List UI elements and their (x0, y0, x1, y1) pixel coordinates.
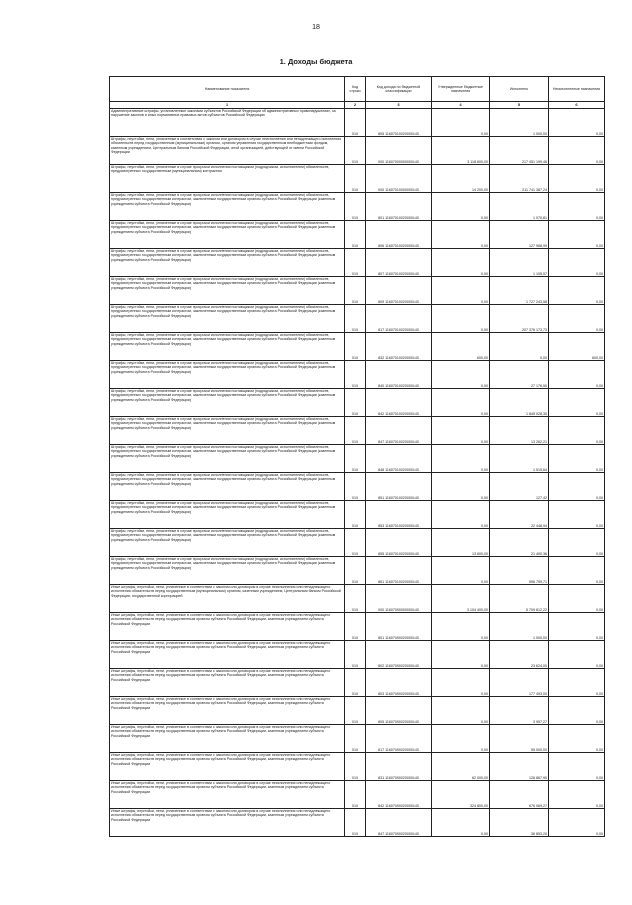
row-kbk-cell: 842 11607010020000140 (366, 389, 432, 417)
row-approved-cell: 0,00 (432, 389, 490, 417)
row-approved-cell: 0,00 (432, 669, 490, 697)
table-body (110, 109, 605, 837)
row-name-cell: Штрафы, неустойки, пени, уплаченные в случае просрочки исполнения поставщиком (подрядчиком, исполнителем) обязательств, предусмотренных государственным (муниципальным) контрактом (110, 165, 345, 193)
row-name-cell: Штрафы, неустойки, пени, уплаченные в случае просрочки исполнения поставщиком (подрядчиком, исполнителем) обязательств, предусмотренных государственным контрактом, заключенным государственным органом субъекта Российской Федерации (казенным учреждением субъекта Российской Федерации) (110, 417, 345, 445)
table-row (110, 669, 605, 697)
row-unexecuted-cell: 0,00 (549, 781, 605, 809)
row-executed-cell: 5 709 812,22 (490, 585, 549, 613)
row-approved-cell: 600,00 (432, 333, 490, 361)
row-approved-cell: 0,00 (432, 305, 490, 333)
row-name-cell: Штрафы, неустойки, пени, уплаченные в случае просрочки исполнения поставщиком (подрядчиком, исполнителем) обязательств, предусмотренных государственным контрактом, заключенным государственным органом субъекта Российской Федерации (казенным учреждением субъекта Российской Федерации) (110, 557, 345, 585)
row-kbk-cell: 832 11607010020000140 (366, 333, 432, 361)
row-unexecuted-cell: 0,00 (549, 501, 605, 529)
row-executed-cell: 55 000,00 (490, 725, 549, 753)
row-approved-cell: 0,00 (432, 809, 490, 837)
table-row (110, 809, 605, 837)
row-executed-cell: 177 493,00 (490, 669, 549, 697)
row-line-code-cell: 010 (345, 809, 366, 837)
row-unexecuted-cell: 0,00 (549, 249, 605, 277)
row-kbk-cell: 809 11607010020000140 (366, 277, 432, 305)
row-unexecuted-cell: 0,00 (549, 809, 605, 837)
page-number: 18 (312, 24, 320, 31)
row-name-cell: Штрафы, неустойки, пени, уплаченные в случае просрочки исполнения поставщиком (подрядчиком, исполнителем) обязательств, предусмотренных государственным контрактом, заключенным государственным органом субъекта Российской Федерации (казенным учреждением субъекта Российской Федерации) (110, 473, 345, 501)
column-number-row (110, 102, 605, 109)
row-name-cell: Штрафы, неустойки, пени, уплаченные в случае просрочки исполнения поставщиком (подрядчиком, исполнителем) обязательств, предусмотренных государственным контрактом, заключенным государственным органом субъекта Российской Федерации (казенным учреждением субъекта Российской Федерации) (110, 193, 345, 221)
row-executed-cell: 126 867,90 (490, 753, 549, 781)
row-approved-cell: 3 104 400,00 (432, 585, 490, 613)
row-executed-cell: 127 968,99 (490, 221, 549, 249)
page-title: 1. Доходы бюджета (279, 57, 353, 66)
row-name-cell: Штрафы, неустойки, пени, уплаченные в соответствии с законом или договором в случае неисполнения или ненадлежащего исполнения обязательств перед государственным (муниципальным) органом, органом управления государственным внебюджетным фондом, казенным учреждением, Центральным банком Российской Федерации, иной организацией, действующей от имени Российской Федерации (110, 137, 345, 165)
row-unexecuted-cell: 0,00 (549, 557, 605, 585)
row-approved-cell: 14 200,00 (432, 165, 490, 193)
row-unexecuted-cell: 0,00 (549, 137, 605, 165)
table-row (110, 557, 605, 585)
row-executed-cell: 0,00 (490, 333, 549, 361)
row-executed-cell: 676 069,27 (490, 781, 549, 809)
budget-revenue-table (109, 76, 605, 837)
row-kbk-cell: 840 11607010020000140 (366, 361, 432, 389)
row-kbk-cell: 000 11607000000000140 (366, 137, 432, 165)
row-name-cell: Штрафы, неустойки, пени, уплаченные в случае просрочки исполнения поставщиком (подрядчиком, исполнителем) обязательств, предусмотренных государственным контрактом, заключенным государственным органом субъекта Российской Федерации (казенным учреждением субъекта Российской Федерации) (110, 445, 345, 473)
row-kbk-cell: 853 11607010020000140 (366, 501, 432, 529)
row-line-code-cell: 010 (345, 697, 366, 725)
row-line-code-cell: 010 (345, 249, 366, 277)
row-executed-cell: 1 845 028,30 (490, 389, 549, 417)
row-name-cell: Иные штрафы, неустойки, пени, уплаченные в соответствии с законом или договором в случае неисполнения или ненадлежащего исполнения обязательств перед государственным органом субъекта Российской Федерации, казенным учреждением субъекта Российской Федерации (110, 697, 345, 725)
row-approved-cell: 0,00 (432, 109, 490, 137)
row-executed-cell: 1 105,07 (490, 249, 549, 277)
table-row (110, 417, 605, 445)
row-approved-cell: 3 118 600,00 (432, 137, 490, 165)
row-kbk-cell: 000 11607010000000140 (366, 165, 432, 193)
row-approved-cell: 0,00 (432, 725, 490, 753)
row-kbk-cell: 805 11607090020000140 (366, 697, 432, 725)
row-line-code-cell: 010 (345, 193, 366, 221)
row-executed-cell: 1 727 243,58 (490, 277, 549, 305)
row-line-code-cell: 010 (345, 641, 366, 669)
row-name-cell: Иные штрафы, неустойки, пени, уплаченные в соответствии с законом или договором в случае неисполнения или ненадлежащего исполнения обязательств перед государственным (муниципальным) органом, казенным учреждением, Центральным банком Российской Федерации, государственной корпорацией (110, 585, 345, 613)
row-line-code-cell: 010 (345, 725, 366, 753)
row-unexecuted-cell: 0,00 (549, 585, 605, 613)
row-unexecuted-cell: 0,00 (549, 641, 605, 669)
column-header-unexecuted: Неисполненные назначения (549, 77, 605, 102)
row-executed-cell: 1 070,81 (490, 193, 549, 221)
row-approved-cell: 0,00 (432, 221, 490, 249)
table-row (110, 725, 605, 753)
table-row (110, 389, 605, 417)
row-line-code-cell: 010 (345, 109, 366, 137)
column-number: 4 (432, 102, 490, 109)
column-number: 6 (549, 102, 605, 109)
row-unexecuted-cell: 0,00 (549, 305, 605, 333)
row-executed-cell: 1 000,00 (490, 613, 549, 641)
table-row (110, 613, 605, 641)
row-name-cell: Штрафы, неустойки, пени, уплаченные в случае просрочки исполнения поставщиком (подрядчиком, исполнителем) обязательств, предусмотренных государственным контрактом, заключенным государственным органом субъекта Российской Федерации (казенным учреждением субъекта Российской Федерации) (110, 277, 345, 305)
row-kbk-cell: 805 11607010020000140 (366, 109, 432, 137)
row-unexecuted-cell: 0,00 (549, 417, 605, 445)
row-approved-cell: 0,00 (432, 361, 490, 389)
table-row (110, 473, 605, 501)
row-name-cell: Иные штрафы, неустойки, пени, уплаченные в соответствии с законом или договором в случае неисполнения или ненадлежащего исполнения обязательств перед государственным органом субъекта Российской Федерации, казенным учреждением субъекта Российской Федерации (110, 725, 345, 753)
row-line-code-cell: 010 (345, 473, 366, 501)
row-line-code-cell: 010 (345, 277, 366, 305)
row-approved-cell: 324 800,00 (432, 781, 490, 809)
column-header-line-code: Код строки (345, 77, 366, 102)
row-executed-cell: 596 759,71 (490, 557, 549, 585)
column-header-kbk: Код дохода по бюджетной классификации (366, 77, 432, 102)
row-name-cell: Штрафы, неустойки, пени, уплаченные в случае просрочки исполнения поставщиком (подрядчиком, исполнителем) обязательств, предусмотренных государственным контрактом, заключенным государственным органом субъекта Российской Федерации (казенным учреждением субъекта Российской Федерации) (110, 333, 345, 361)
column-number: 3 (366, 102, 432, 109)
row-kbk-cell: 851 11607010020000140 (366, 473, 432, 501)
row-executed-cell: 23 624,00 (490, 641, 549, 669)
table-row (110, 501, 605, 529)
row-executed-cell: 207 376 173,73 (490, 305, 549, 333)
row-line-code-cell: 010 (345, 137, 366, 165)
column-header-name: Наименование показателя (110, 77, 345, 102)
row-line-code-cell: 010 (345, 781, 366, 809)
row-kbk-cell: 000 11607090000000140 (366, 585, 432, 613)
table-row (110, 333, 605, 361)
row-name-cell: Иные штрафы, неустойки, пени, уплаченные в соответствии с законом или договором в случае неисполнения или ненадлежащего исполнения обязательств перед государственным органом субъекта Российской Федерации, казенным учреждением субъекта Российской Федерации (110, 669, 345, 697)
row-unexecuted-cell: 0,00 (549, 109, 605, 137)
row-unexecuted-cell: 0,00 (549, 165, 605, 193)
table-row (110, 781, 605, 809)
row-unexecuted-cell: 0,00 (549, 445, 605, 473)
table-row (110, 109, 605, 137)
row-name-cell: Штрафы, неустойки, пени, уплаченные в случае просрочки исполнения поставщиком (подрядчиком, исполнителем) обязательств, предусмотренных государственным контрактом, заключенным государственным органом субъекта Российской Федерации (казенным учреждением субъекта Российской Федерации) (110, 389, 345, 417)
column-number: 5 (490, 102, 549, 109)
table-row (110, 277, 605, 305)
row-line-code-cell: 010 (345, 585, 366, 613)
row-executed-cell: 1 000,00 (490, 109, 549, 137)
row-kbk-cell: 842 11607090020000140 (366, 781, 432, 809)
row-executed-cell: 36 853,20 (490, 809, 549, 837)
row-line-code-cell: 010 (345, 613, 366, 641)
row-approved-cell: 0,00 (432, 501, 490, 529)
table-row (110, 305, 605, 333)
table-row (110, 249, 605, 277)
row-executed-cell: 211 741 387,24 (490, 165, 549, 193)
row-approved-cell: 0,00 (432, 193, 490, 221)
row-executed-cell: 217 451 199,46 (490, 137, 549, 165)
row-approved-cell: 62 000,00 (432, 753, 490, 781)
row-executed-cell: 22 448,94 (490, 501, 549, 529)
table-header-row (110, 77, 605, 102)
column-number: 1 (110, 102, 345, 109)
row-name-cell: Штрафы, неустойки, пени, уплаченные в случае просрочки исполнения поставщиком (подрядчиком, исполнителем) обязательств, предусмотренных государственным контрактом, заключенным государственным органом субъекта Российской Федерации (казенным учреждением субъекта Российской Федерации) (110, 361, 345, 389)
row-approved-cell: 0,00 (432, 473, 490, 501)
row-kbk-cell: 847 11607090020000140 (366, 809, 432, 837)
table-row (110, 137, 605, 165)
row-approved-cell: 0,00 (432, 417, 490, 445)
row-executed-cell: 27 176,50 (490, 361, 549, 389)
row-approved-cell: 0,00 (432, 445, 490, 473)
row-kbk-cell: 801 11607010020000140 (366, 193, 432, 221)
table-row (110, 361, 605, 389)
row-executed-cell: 21 400,36 (490, 529, 549, 557)
row-kbk-cell: 855 11607010020000140 (366, 529, 432, 557)
table-row (110, 641, 605, 669)
row-kbk-cell: 831 11607090020000140 (366, 753, 432, 781)
row-name-cell: Иные штрафы, неустойки, пени, уплаченные в соответствии с законом или договором в случае неисполнения или ненадлежащего исполнения обязательств перед государственным органом субъекта Российской Федерации, казенным учреждением субъекта Российской Федерации (110, 753, 345, 781)
row-line-code-cell: 010 (345, 445, 366, 473)
row-executed-cell: 1 515,64 (490, 445, 549, 473)
row-kbk-cell: 848 11607010020000140 (366, 445, 432, 473)
row-kbk-cell: 807 11607010020000140 (366, 249, 432, 277)
row-line-code-cell: 010 (345, 333, 366, 361)
row-unexecuted-cell: 600,00 (549, 333, 605, 361)
table-row (110, 697, 605, 725)
row-unexecuted-cell: 0,00 (549, 529, 605, 557)
row-unexecuted-cell: 0,00 (549, 221, 605, 249)
row-line-code-cell: 010 (345, 557, 366, 585)
table-row (110, 753, 605, 781)
row-unexecuted-cell: 0,00 (549, 613, 605, 641)
row-approved-cell: 0,00 (432, 277, 490, 305)
row-line-code-cell: 010 (345, 417, 366, 445)
row-kbk-cell: 802 11607090020000140 (366, 641, 432, 669)
row-kbk-cell: 801 11607090020000140 (366, 613, 432, 641)
table-row (110, 165, 605, 193)
row-name-cell: Штрафы, неустойки, пени, уплаченные в случае просрочки исполнения поставщиком (подрядчиком, исполнителем) обязательств, предусмотренных государственным контрактом, заключенным государственным органом субъекта Российской Федерации (казенным учреждением субъекта Российской Федерации) (110, 305, 345, 333)
row-line-code-cell: 010 (345, 753, 366, 781)
row-line-code-cell: 010 (345, 501, 366, 529)
row-name-cell: Штрафы, неустойки, пени, уплаченные в случае просрочки исполнения поставщиком (подрядчиком, исполнителем) обязательств, предусмотренных государственным контрактом, заключенным государственным органом субъекта Российской Федерации (казенным учреждением субъекта Российской Федерации) (110, 221, 345, 249)
row-unexecuted-cell: 0,00 (549, 193, 605, 221)
table-row (110, 445, 605, 473)
row-kbk-cell: 806 11607010020000140 (366, 221, 432, 249)
row-name-cell: Штрафы, неустойки, пени, уплаченные в случае просрочки исполнения поставщиком (подрядчиком, исполнителем) обязательств, предусмотренных государственным контрактом, заключенным государственным органом субъекта Российской Федерации (казенным учреждением субъекта Российской Федерации) (110, 249, 345, 277)
row-kbk-cell: 817 11607090020000140 (366, 725, 432, 753)
row-unexecuted-cell: 0,00 (549, 697, 605, 725)
row-name-cell: Иные штрафы, неустойки, пени, уплаченные в соответствии с законом или договором в случае неисполнения или ненадлежащего исполнения обязательств перед государственным органом субъекта Российской Федерации, казенным учреждением субъекта Российской Федерации (110, 809, 345, 837)
row-approved-cell: 13 600,00 (432, 529, 490, 557)
table-row (110, 221, 605, 249)
row-name-cell: Штрафы, неустойки, пени, уплаченные в случае просрочки исполнения поставщиком (подрядчиком, исполнителем) обязательств, предусмотренных государственным контрактом, заключенным государственным органом субъекта Российской Федерации (казенным учреждением субъекта Российской Федерации) (110, 501, 345, 529)
row-line-code-cell: 010 (345, 165, 366, 193)
row-approved-cell: 0,00 (432, 249, 490, 277)
row-kbk-cell: 847 11607010020000140 (366, 417, 432, 445)
row-name-cell: Иные штрафы, неустойки, пени, уплаченные в соответствии с законом или договором в случае неисполнения или ненадлежащего исполнения обязательств перед государственным органом субъекта Российской Федерации, казенным учреждением субъекта Российской Федерации (110, 781, 345, 809)
row-name-cell: Иные штрафы, неустойки, пени, уплаченные в соответствии с законом или договором в случае неисполнения или ненадлежащего исполнения обязательств перед государственным органом субъекта Российской Федерации, казенным учреждением субъекта Российской Федерации (110, 613, 345, 641)
row-approved-cell: 0,00 (432, 641, 490, 669)
row-executed-cell: 3 997,27 (490, 697, 549, 725)
table-row (110, 193, 605, 221)
row-approved-cell: 0,00 (432, 697, 490, 725)
row-approved-cell: 0,00 (432, 613, 490, 641)
table-row (110, 529, 605, 557)
column-header-approved: Утвержденные бюджетные назначения (432, 77, 490, 102)
row-kbk-cell: 861 11607010020000140 (366, 557, 432, 585)
row-unexecuted-cell: 0,00 (549, 669, 605, 697)
column-header-executed: Исполнено (490, 77, 549, 102)
row-unexecuted-cell: 0,00 (549, 725, 605, 753)
row-unexecuted-cell: 0,00 (549, 753, 605, 781)
row-executed-cell: 13 262,21 (490, 417, 549, 445)
row-line-code-cell: 010 (345, 389, 366, 417)
row-name-cell: Штрафы, неустойки, пени, уплаченные в случае просрочки исполнения поставщиком (подрядчиком, исполнителем) обязательств, предусмотренных государственным контрактом, заключенным государственным органом субъекта Российской Федерации (казенным учреждением субъекта Российской Федерации) (110, 529, 345, 557)
row-line-code-cell: 010 (345, 305, 366, 333)
row-line-code-cell: 010 (345, 529, 366, 557)
row-unexecuted-cell: 0,00 (549, 277, 605, 305)
table-row (110, 585, 605, 613)
row-line-code-cell: 010 (345, 669, 366, 697)
column-number: 2 (345, 102, 366, 109)
row-line-code-cell: 010 (345, 361, 366, 389)
row-name-cell: Административные штрафы, установленные законами субъектов Российской Федерации об административных правонарушениях, за нарушение законов и иных нормативных правовых актов субъектов Российской Федерации (110, 109, 345, 137)
row-unexecuted-cell: 0,00 (549, 361, 605, 389)
row-name-cell: Иные штрафы, неустойки, пени, уплаченные в соответствии с законом или договором в случае неисполнения или ненадлежащего исполнения обязательств перед государственным органом субъекта Российской Федерации, казенным учреждением субъекта Российской Федерации (110, 641, 345, 669)
row-unexecuted-cell: 0,00 (549, 473, 605, 501)
row-executed-cell: 127,42 (490, 473, 549, 501)
row-unexecuted-cell: 0,00 (549, 389, 605, 417)
row-approved-cell: 0,00 (432, 557, 490, 585)
row-kbk-cell: 817 11607010020000140 (366, 305, 432, 333)
row-kbk-cell: 803 11607090020000140 (366, 669, 432, 697)
row-line-code-cell: 010 (345, 221, 366, 249)
